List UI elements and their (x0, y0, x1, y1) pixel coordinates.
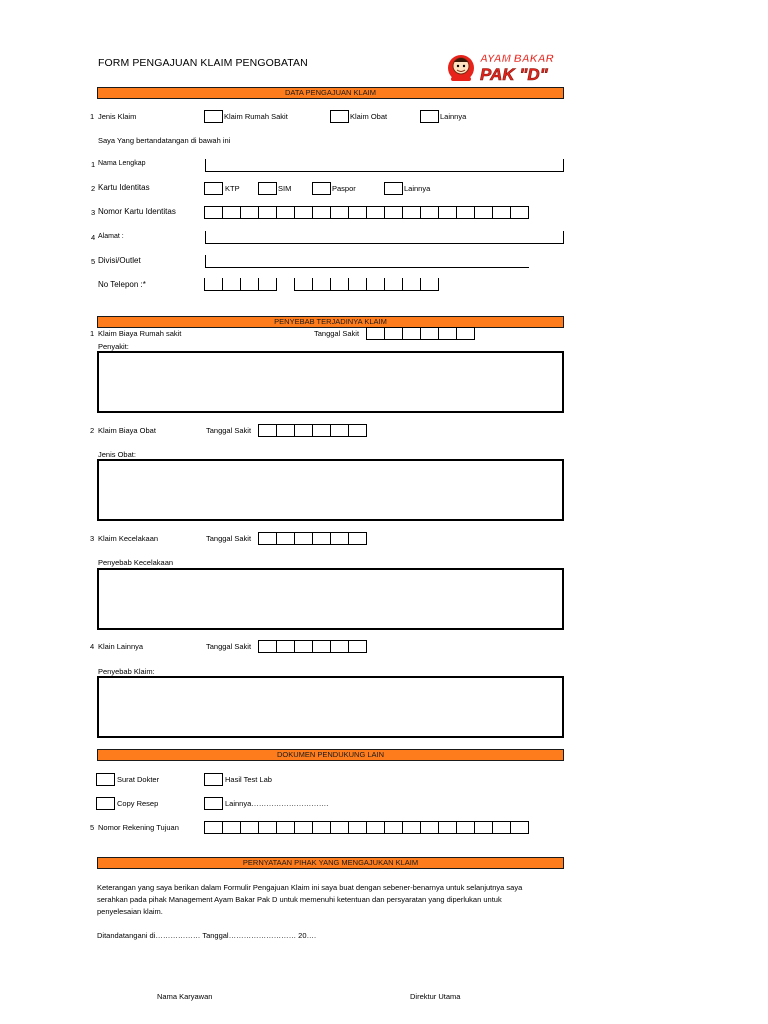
penyebab-kecelakaan-label: Penyebab Kecelakaan (98, 558, 174, 567)
signed-place-date: Ditandatangani di……………… Tanggal……………………… 20…. (97, 931, 317, 940)
section-header-penyebab-klaim: PENYEBAB TERJADINYA KLAIM (97, 316, 564, 328)
signature-nama-karyawan: Nama Karyawan (157, 992, 213, 1001)
pernyataan-line-3: penyelesaian klaim. (97, 907, 163, 916)
nama-input-right-edge (563, 159, 564, 172)
field-number: 1 (91, 160, 96, 169)
item-number: 1 (90, 329, 95, 338)
tanggal-sakit-rs-input[interactable] (366, 327, 475, 340)
pernyataan-line-2: serahkan pada pihak Management Ayam Bakar Pak D untuk memenuhi ketentuan dan persyaratan yang diperlukan untuk (97, 895, 502, 904)
alamat-label: Alamat : (98, 233, 124, 240)
checkbox-ktp[interactable] (204, 182, 223, 195)
checkbox-id-lainnya[interactable] (384, 182, 403, 195)
tanggal-sakit-label: Tanggal Sakit (206, 642, 252, 651)
statement-text: Saya Yang bertandatangan di bawah ini (98, 136, 231, 145)
section-header-dokumen-pendukung: DOKUMEN PENDUKUNG LAIN (97, 749, 564, 761)
field-number: 4 (91, 233, 96, 242)
ktp-label: KTP (225, 184, 240, 193)
section-header-pernyataan: PERNYATAAN PIHAK YANG MENGAJUKAN KLAIM (97, 857, 564, 869)
form-title: FORM PENGAJUAN KLAIM PENGOBATAN (98, 57, 308, 69)
nomor-kartu-label: Nomor Kartu Identitas (98, 207, 176, 216)
option-lainnya-label: Lainnya (440, 112, 467, 121)
checkbox-klaim-rumah-sakit[interactable] (204, 110, 223, 123)
dokumen-lainnya-label: Lainnya…………………………. (225, 799, 329, 808)
field-number: 5 (91, 257, 96, 266)
paspor-label: Paspor (332, 184, 356, 193)
checkbox-paspor[interactable] (312, 182, 331, 195)
nomor-rekening-label: Nomor Rekening Tujuan (98, 823, 179, 832)
alamat-input-left-edge (205, 231, 206, 244)
nomor-rekening-input[interactable] (204, 821, 529, 834)
tanggal-sakit-label: Tanggal Sakit (206, 534, 252, 543)
jenis-obat-label: Jenis Obat: (98, 450, 136, 459)
field-number: 2 (91, 184, 96, 193)
no-telepon-label: No Telepon :* (98, 280, 146, 289)
logo-line1: AYAM BAKAR (480, 53, 554, 65)
jenis-obat-textarea[interactable] (97, 459, 564, 521)
option-klaim-obat-label: Klaim Obat (350, 112, 388, 121)
logo-line2: PAK "D" (480, 65, 548, 84)
company-logo (446, 49, 558, 85)
tanggal-sakit-kecelakaan-input[interactable] (258, 532, 367, 545)
klaim-rumah-sakit-label: Klaim Biaya Rumah sakit (98, 329, 182, 338)
copy-resep-label: Copy Resep (117, 799, 159, 808)
divisi-input-left-edge (205, 255, 206, 268)
alamat-input-right-edge (563, 231, 564, 244)
surat-dokter-label: Surat Dokter (117, 775, 160, 784)
checkbox-surat-dokter[interactable] (96, 773, 115, 786)
sim-label: SIM (278, 184, 292, 193)
tanggal-sakit-label: Tanggal Sakit (206, 426, 252, 435)
divisi-outlet-label: Divisi/Outlet (98, 256, 141, 265)
penyebab-klaim-label: Penyebab Klaim: (98, 667, 155, 676)
signature-direktur-utama: Direktur Utama (410, 992, 461, 1001)
klaim-obat-label: Klaim Biaya Obat (98, 426, 156, 435)
item-number: 3 (90, 534, 95, 543)
checkbox-sim[interactable] (258, 182, 277, 195)
id-lainnya-label: Lainnya (404, 184, 431, 193)
penyebab-klaim-textarea[interactable] (97, 676, 564, 738)
kartu-identitas-label: Kartu Identitas (98, 183, 150, 192)
klaim-lainnya-label: Klain Lainnya (98, 642, 144, 651)
field-number: 3 (91, 208, 96, 217)
jenis-klaim-number: 1 (90, 112, 95, 121)
penyakit-textarea[interactable] (97, 351, 564, 413)
checkbox-copy-resep[interactable] (96, 797, 115, 810)
jenis-klaim-label: Jenis Klaim (98, 112, 137, 121)
nama-lengkap-input[interactable] (205, 171, 564, 172)
rekening-number: 5 (90, 823, 95, 832)
checkbox-lainnya[interactable] (420, 110, 439, 123)
nomor-kartu-identitas-input[interactable] (204, 206, 529, 219)
penyebab-kecelakaan-textarea[interactable] (97, 568, 564, 630)
checkbox-klaim-obat[interactable] (330, 110, 349, 123)
checkbox-dokumen-lainnya[interactable] (204, 797, 223, 810)
tanggal-sakit-obat-input[interactable] (258, 424, 367, 437)
checkbox-hasil-test-lab[interactable] (204, 773, 223, 786)
tanggal-sakit-lainnya-input[interactable] (258, 640, 367, 653)
klaim-kecelakaan-label: Klaim Kecelakaan (98, 534, 159, 543)
penyakit-label: Penyakit: (98, 342, 129, 351)
nama-lengkap-label: Nama Lengkap (98, 160, 146, 167)
divisi-outlet-input[interactable] (205, 267, 529, 268)
nama-input-left-edge (205, 159, 206, 172)
no-telepon-input[interactable] (204, 278, 442, 291)
item-number: 4 (90, 642, 95, 651)
pernyataan-line-1: Keterangan yang saya berikan dalam Formulir Pengajuan Klaim ini saya buat dengan sebener-benarnya untuk selanjutnya saya (97, 883, 523, 892)
hasil-test-lab-label: Hasil Test Lab (225, 775, 272, 784)
alamat-input[interactable] (205, 243, 564, 244)
tanggal-sakit-label: Tanggal Sakit (314, 329, 360, 338)
option-klaim-rumah-sakit-label: Klaim Rumah Sakit (224, 112, 288, 121)
item-number: 2 (90, 426, 95, 435)
section-header-data-pengajuan: DATA PENGAJUAN KLAIM (97, 87, 564, 99)
